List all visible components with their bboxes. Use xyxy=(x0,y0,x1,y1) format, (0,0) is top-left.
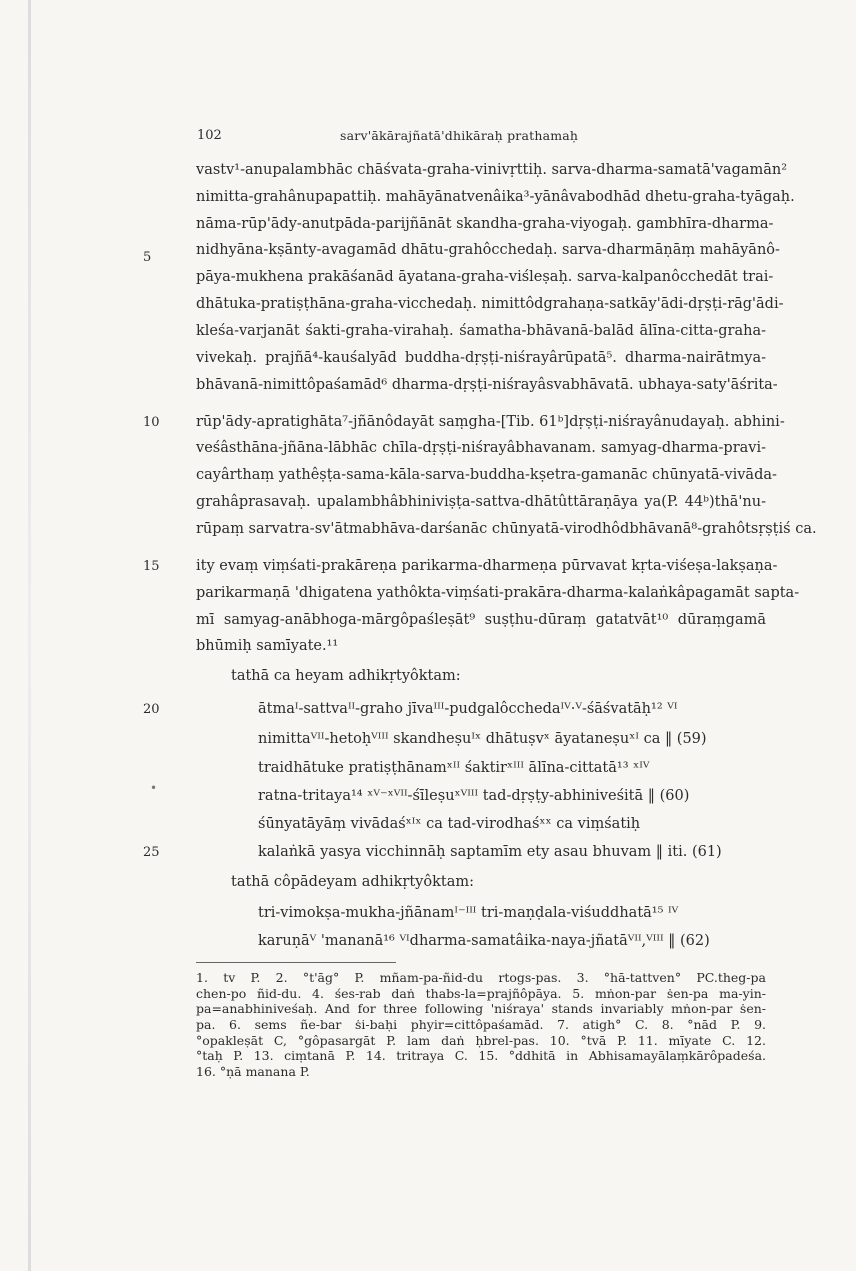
page-header xyxy=(0,128,856,148)
text-line: bhūmiḥ samīyate.¹¹ xyxy=(196,638,339,654)
text-line: kleśa-varjanāt śakti-graha-virahaḥ. śamatha-bhāvanā-balād ālīna-citta-graha- xyxy=(196,323,766,339)
running-title: sarv'ākārajñatā'dhikāraḥ prathamaḥ xyxy=(340,128,579,143)
footnote-line: °opakleṣāt C, °gôpasargāt P. lam daṅ ḥbrel-pas. 10. °tvā P. 11. mīyate C. 12. xyxy=(196,1033,766,1048)
verse-line: nimittaⱽᴵᴵ-hetoḥⱽᴵᴵᴵ skandheṣuᴵˣ dhātuṣvˣ āyataneṣuˣᴵ ca ‖ (59) xyxy=(258,731,707,747)
text-line: bhāvanā-nimittôpaśamād⁶ dharma-dṛṣṭi-niśrayâsvabhāvatā. ubhaya-saty'āśrita- xyxy=(196,377,778,393)
footnote-line: 16. °ṇā manana P. xyxy=(196,1064,310,1079)
text-line: rūp'ādy-apratighāta⁷-jñānôdayāt saṃgha-[Tib. 61ᵇ]dṛṣṭi-niśrayânudayaḥ. abhini- xyxy=(196,414,785,430)
footnote-rule xyxy=(196,962,396,963)
text-line: veśâsthāna-jñāna-lābhāc chīla-dṛṣṭi-niśrayâbhavanam. samyag-dharma-pravi- xyxy=(196,440,766,456)
page-number: 102 xyxy=(197,128,222,143)
text-line: rūpaṃ sarvatra-sv'ātmabhāva-darśanāc chūnyatā-virodhôdbhāvanā⁸-grahôtsṛṣṭiś ca. xyxy=(196,521,817,537)
text-line: vastv¹-anupalambhāc chāśvata-graha-vinivṛttiḥ. sarva-dharma-samatā'vagamān² xyxy=(196,162,788,178)
verse-line: traidhātuke pratiṣṭhānamˣᴵᴵ śaktirˣᴵᴵᴵ ālīna-cittatā¹³ ˣᴵⱽ xyxy=(258,760,650,776)
verse-line: ātmaᴵ-sattvaᴵᴵ-graho jīvaᴵᴵᴵ-pudgalôcchedaᴵⱽ·ⱽ-śāśvatāḥ¹² ⱽᴵ xyxy=(258,701,678,717)
text-line: nidhyāna-kṣānty-avagamād dhātu-grahôcchedaḥ. sarva-dharmāṇāṃ mahāyānô- xyxy=(196,242,780,258)
verse-line: tri-vimokṣa-mukha-jñānamᴵ⁻ᴵᴵᴵ tri-maṇḍala-viśuddhatā¹⁵ ᴵⱽ xyxy=(258,905,679,921)
text-line: parikarmaṇā 'dhigatena yathôkta-viṃśati-prakāra-dharma-kalaṅkâpagamāt sapta- xyxy=(196,585,800,601)
text-line: dhātuka-pratiṣṭhāna-graha-vicchedaḥ. nimittôdgrahaṇa-satkāy'ādi-dṛṣṭi-rāg'ādi- xyxy=(196,296,784,312)
line-number: 5 xyxy=(143,250,152,265)
verse-line: kalaṅkā yasya vicchinnāḥ saptamīm ety asau bhuvam ‖ iti. (61) xyxy=(258,844,722,860)
text-line: vivekaḥ. prajñā⁴-kauśalyād buddha-dṛṣṭi-niśrayârūpatā⁵. dharma-nairātmya- xyxy=(196,350,766,366)
verse-line: ratna-tritaya¹⁴ ˣⱽ⁻ˣⱽᴵᴵ-śīleṣuˣⱽᴵᴵᴵ tad-dṛṣṭy-abhiniveśitā ‖ (60) xyxy=(258,788,690,804)
verse-intro: tathā ca heyam adhikṛtyôktam: xyxy=(231,668,461,684)
line-number: 15 xyxy=(143,559,160,574)
line-number: 25 xyxy=(143,845,160,860)
binding-shadow xyxy=(28,0,31,1271)
footnote-line: 1. tv P. 2. °t'āg° P. mñam-pa-ñid-du rtogs-pas. 3. °hā-tattven° PC.theg-pa xyxy=(196,970,766,985)
text-line: cayârthaṃ yathêṣṭa-sama-kāla-sarva-buddha-kṣetra-gamanāc chūnyatā-vivāda- xyxy=(196,467,777,483)
footnote-line: chen-po ñid-du. 4. śes-rab daṅ thabs-la=prajñôpāya. 5. mṅon-par ṡen-pa ma-yin- xyxy=(196,986,766,1001)
footnote-line: pa. 6. sems ñe-bar ṡi-baḥi phyir=cittôpaśamād. 7. atigh° C. 8. °nād P. 9. xyxy=(196,1017,766,1032)
line-number: 20 xyxy=(143,702,160,717)
line-number: 10 xyxy=(143,415,160,430)
footnote-line: °taḥ P. 13. ciṃtanā P. 14. tritraya C. 15. °ddhitā in Abhisamayālaṃkārôpadeśa. xyxy=(196,1048,766,1063)
footnote-line: pa=anabhiniveśaḥ. And for three following 'niśraya' stands invariably mṅon-par ṡen- xyxy=(196,1001,766,1016)
text-line: grahâprasavaḥ. upalambhâbhiniviṣṭa-sattva-dhātûttāraṇāya ya(P. 44ᵇ)thā'nu- xyxy=(196,494,766,510)
text-line: nimitta-grahânupapattiḥ. mahāyānatvenâika³-yānâvabodhād dhetu-graha-tyāgaḥ. xyxy=(196,189,795,205)
text-line: pāya-mukhena prakāśanād āyatana-graha-viśleṣaḥ. sarva-kalpanôcchedāt trai- xyxy=(196,269,774,285)
verse-intro: tathā côpādeyam adhikṛtyôktam: xyxy=(231,874,474,890)
text-line: mī samyag-anābhoga-mārgôpaśleṣāt⁹ suṣṭhu-dūraṃ gatatvāt¹⁰ dūraṃgamā xyxy=(196,612,766,628)
margin-mark: • xyxy=(150,781,158,795)
text-line: ity evaṃ viṃśati-prakāreṇa parikarma-dharmeṇa pūrvavat kṛta-viśeṣa-lakṣaṇa- xyxy=(196,558,778,574)
verse-line: śūnyatāyāṃ vivādaśˣᴵˣ ca tad-virodhaśˣˣ ca viṃśatiḥ xyxy=(258,816,641,832)
text-line: nāma-rūp'ādy-anutpāda-parijñānāt skandha-graha-viyogaḥ. gambhīra-dharma- xyxy=(196,216,774,232)
verse-line: karuṇāⱽ 'mananā¹⁶ ⱽᴵdharma-samatâika-naya-jñatāⱽᴵᴵ,ⱽᴵᴵᴵ ‖ (62) xyxy=(258,933,710,949)
